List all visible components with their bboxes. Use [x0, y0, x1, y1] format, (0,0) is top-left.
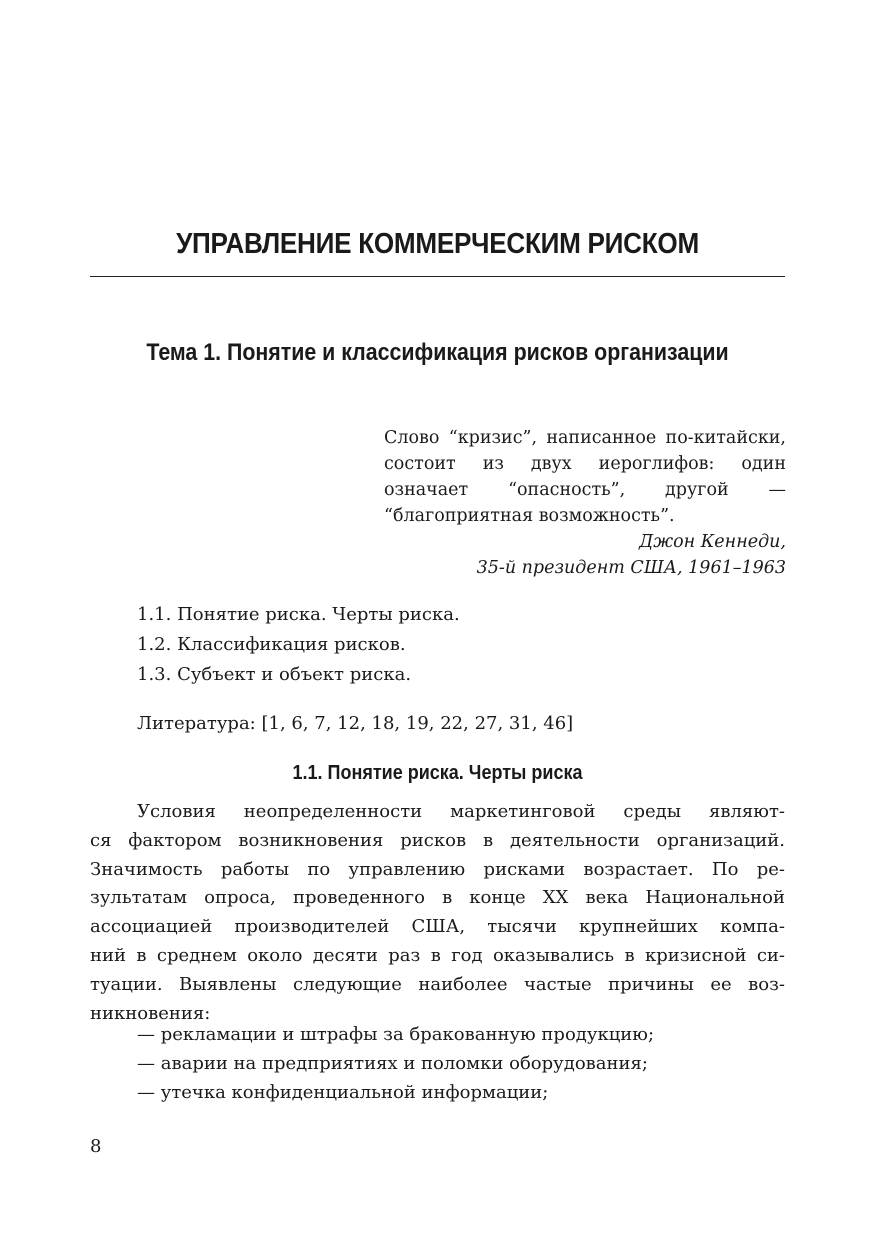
part-title: УПРАВЛЕНИЕ КОММЕРЧЕСКИМ РИСКОМ [176, 228, 699, 260]
literature-references: Литература: [1, 6, 7, 12, 18, 19, 22, 27, 31, 46] [137, 713, 574, 734]
toc-item: 1.2. Классификация рисков. [137, 634, 406, 655]
paragraph-line: ний в среднем около десяти раз в год оказывались в кризисной си- [90, 944, 785, 966]
paragraph-line: Условия неопределенности маркетинговой среды являют- [137, 801, 785, 822]
topic-title: Тема 1. Понятие и классификация рисков организации [146, 339, 729, 366]
toc-item: 1.3. Субъект и объект риска. [137, 664, 412, 685]
paragraph-line: ся фактором возникновения рисков в деятельности организаций. [90, 829, 785, 851]
paragraph-line: туации. Выявлены следующие наиболее частые причины ее воз- [90, 973, 785, 995]
paragraph-line: ассоциацией производителей США, тысячи крупнейших компа- [90, 916, 785, 938]
list-item: — аварии на предприятиях и поломки оборудования; [137, 1052, 648, 1074]
paragraph-line: никновения: [90, 1002, 211, 1024]
epigraph [384, 425, 786, 581]
causes-list [137, 1021, 654, 1107]
section-title: 1.1. Понятие риска. Черты риска [292, 762, 583, 784]
body-paragraph [90, 798, 785, 1028]
epigraph-quote: Слово “кризис”, написанное по-китайски, состоит из двух иероглифов: один означает “опасность”, другой — “благоприятная возможность”. [384, 428, 786, 526]
paragraph-line: Значимость работы по управлению рисками возрастает. По ре- [90, 858, 785, 880]
title-underline [90, 276, 785, 277]
topic-contents [137, 600, 460, 690]
toc-item: 1.1. Понятие риска. Черты риска. [137, 604, 460, 625]
list-item: — утечка конфиденциальной информации; [137, 1081, 549, 1103]
list-item: — рекламации и штрафы за бракованную продукцию; [137, 1024, 655, 1045]
paragraph-line: зультатам опроса, проведенного в конце XX века Национальной [90, 887, 785, 909]
epigraph-author: Джон Кеннеди, [639, 532, 786, 552]
epigraph-author-role: 35-й президент США, 1961–1963 [476, 558, 786, 578]
page-number: 8 [90, 1136, 102, 1157]
